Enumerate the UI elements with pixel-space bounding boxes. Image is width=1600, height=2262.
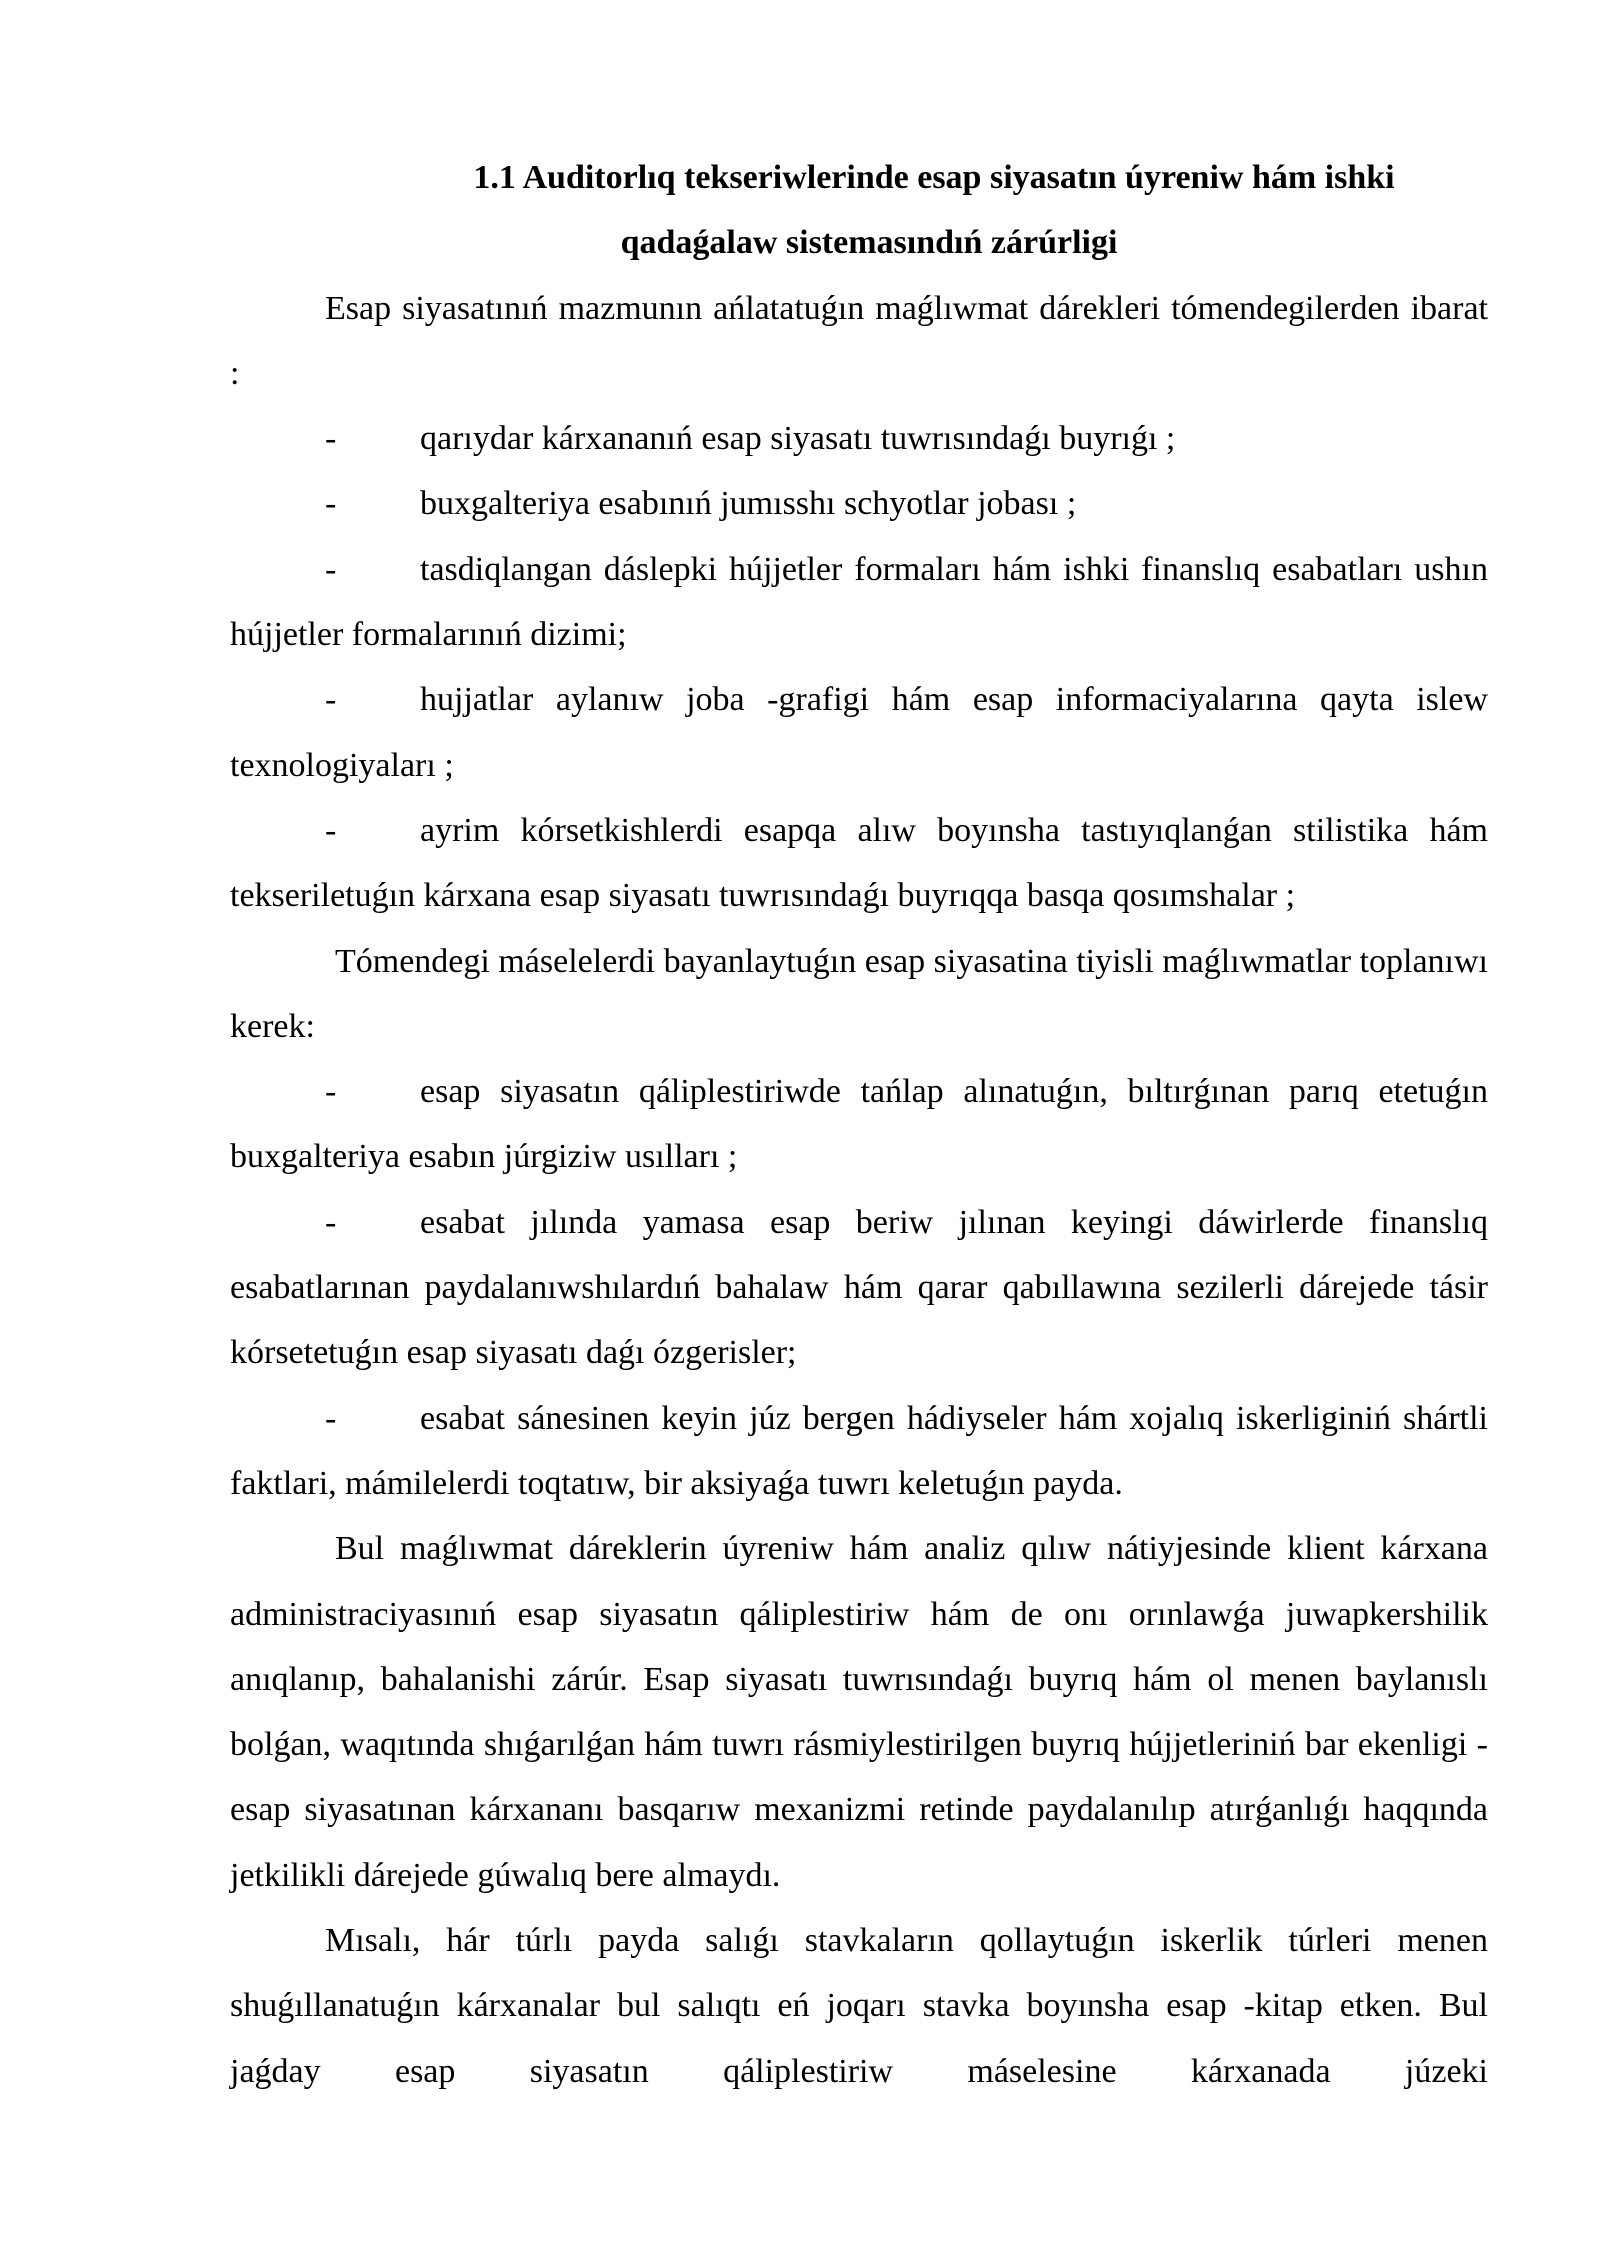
intro-paragraph-2: Tómendegi máselelerdi bayanlaytuǵın esap siyasatina tiyisli maǵlıwmatlar toplanıwı kerek: [230,942,1488,1045]
dash-bullet: - [325,485,337,523]
list-item [230,667,1488,798]
list-item [230,798,1488,929]
dash-bullet: - [325,420,337,458]
list-item [230,1386,1488,1517]
list-item-text: qarıydar kárxananıń esap siyasatı tuwrısındaǵı buyrıǵı ; [420,420,1176,458]
dash-bullet: - [325,1073,337,1111]
list-item-text: tasdiqlangan dáslepki hújjetler formaları hám ishki finanslıq esabatları ushın hújjetler formalarınıń dizimi; [230,550,1488,654]
list-item-text: ayrim kórsetkishlerdi esapqa alıw boyınsha tastıyıqlanǵan stilistika hám tekseriletuǵın kárxana esap siyasatı tuwrısındaǵı buyrıqqa basqa qosımshalar ; [230,811,1488,915]
list-item [230,537,1488,668]
list-item [230,406,1488,471]
body-paragraph: Mısalı, hár túrlı payda salıǵı stavkaların qollaytuǵın iskerlik túrleri menen shuǵıllanatuǵın kárxanalar bul salıqtı eń joqarı stavka boyınsha esap -kitap etken. Bul jaǵday esap siyasatın qáliplestiriw máselesine kárxanada júzeki [230,1922,1488,2090]
intro-paragraph: Esap siyasatınıń mazmunın ańlatatuǵın maǵlıwmat dárekleri tómendegilerden ibarat : [230,289,1488,392]
list-item-text: hujjatlar aylanıw joba -grafigi hám esap informaciyalarına qayta islew texnologiyaları ; [230,681,1488,784]
list-item-text: esap siyasatın qáliplestiriwde tańlap alınatuǵın, bıltırǵınan parıq etetuǵın buxgalteriya esabın júrgiziw usılları ; [230,1073,1488,1176]
dash-bullet: - [325,681,337,719]
heading-line-1: 1.1 Auditorlıq tekseriwlerinde esap siyasatın úyreniw hám ishki [473,159,1395,196]
dash-bullet: - [325,1399,337,1437]
list-item-text: esabat sánesinen keyin júz bergen hádiyseler hám xojalıq iskerliginiń shártli faktlari, mámilelerdi toqtatıw, bir aksiyaǵa tuwrı keletuǵın payda. [230,1399,1488,1502]
document-body [230,145,1488,2104]
dash-bullet: - [325,811,337,849]
list-item-text: esabat jılında yamasa esap beriw jılınan keyingi dáwirlerde finanslıq esabatlarınan paydalanıwshılardıń bahalaw hám qarar qabıllawına sezilerli dárejede tásir kórsetetuǵın esap siyasatı daǵı ózgerisler; [230,1203,1488,1372]
list-item [230,1190,1488,1386]
dash-bullet: - [325,550,337,588]
dash-bullet: - [325,1203,337,1241]
heading-line-2: qadaǵalaw sistemasındıń zárúrligi [620,224,1118,262]
list-item [230,1059,1488,1190]
body-paragraph: Bul maǵlıwmat dáreklerin úyreniw hám analiz qılıw nátiyjesinde klient kárxana administraciyasınıń esap siyasatın qáliplestiriw hám de onı orınlawǵa juwapkershilik anıqlanıp, bahalanishi zárúr. Esap siyasatı tuwrısındaǵı buyrıq hám ol menen baylanıslı bolǵan, waqıtında shıǵarılǵan hám tuwrı rásmiylestirilgen buyrıq hújjetleriniń bar ekenligi - esap siyasatınan kárxananı basqarıw mexanizmi retinde paydalanılıp atırǵanlıǵı haqqında jetkilikli dárejede gúwalıq bere almaydı. [230,1530,1488,1894]
list-item-text: buxgalteriya esabınıń jumısshı schyotlar jobası ; [420,485,1077,523]
section-heading [230,145,1488,276]
list-item [230,471,1488,536]
